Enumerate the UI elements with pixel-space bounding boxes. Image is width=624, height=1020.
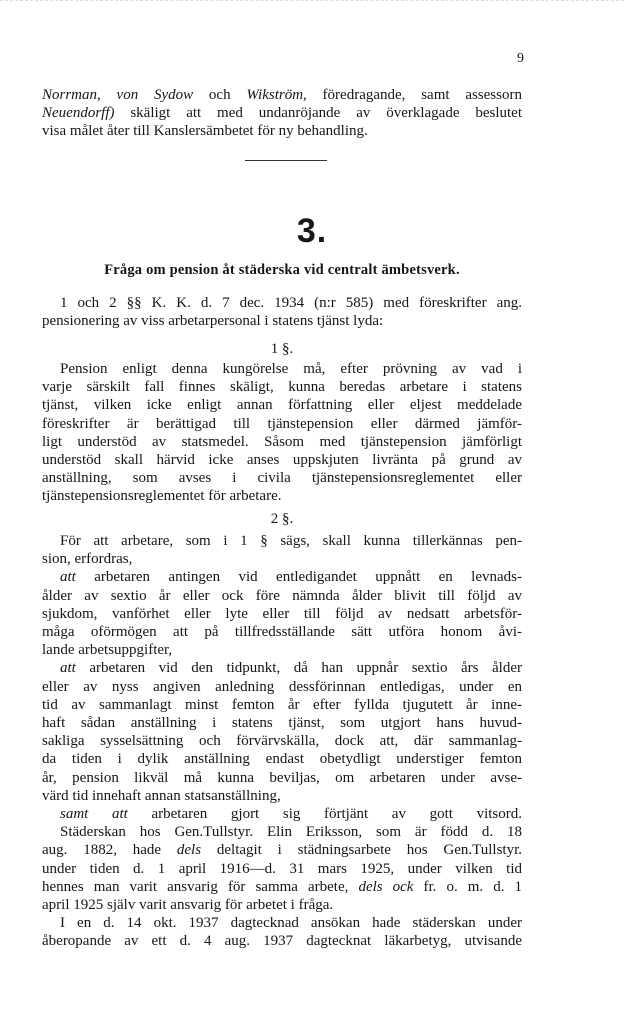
text-line — [42, 294, 522, 312]
text-segment: arbetaren gjort sig förtjänt av gott vitsord. — [127, 806, 522, 823]
text-line — [42, 878, 522, 896]
text-line — [42, 122, 522, 140]
text-segment: I en d. 14 okt. 1937 dagtecknad ansökan hade städerskan under — [60, 915, 522, 932]
text-line — [42, 750, 522, 768]
text-segment: år, pension likväl må kunna beviljas, om arbetaren under avse- — [42, 769, 522, 786]
italic-text: dels ock — [358, 878, 414, 895]
text-line — [42, 396, 522, 414]
text-line — [42, 823, 522, 841]
text-segment: ålder av sextio år eller ock före nämnda ålder blivit till följd av — [42, 587, 522, 604]
section-number: 3. — [296, 212, 328, 250]
text-line — [42, 550, 522, 568]
text-segment: understöd skall härvid icke anses uppskjuten livränta på grund av — [42, 452, 522, 469]
text-segment: tjänst, vilken icke enligt annan författning eller eljest meddelade — [42, 397, 522, 414]
italic-text: Wikström, — [246, 87, 307, 103]
text-segment: da tiden i dylik anställning endast obetydligt understiger femton — [42, 751, 522, 768]
text-segment: 1 och 2 §§ K. K. d. 7 dec. 1934 (n:r 585) med föreskrifter ang. — [60, 295, 522, 311]
text-segment: eller av nyss angiven anledning dessförinnan entledigas, under en — [42, 678, 522, 695]
text-line — [42, 732, 522, 750]
text-segment: ligt understöd av statsmedel. Såsom med tjänstepension jämförligt — [42, 433, 522, 450]
scan-top-edge — [0, 0, 624, 4]
text-line — [42, 860, 522, 878]
text-line — [42, 568, 522, 586]
text-line — [42, 769, 522, 787]
paragraph-mark-1: 1 §. — [270, 341, 294, 357]
section-divider — [245, 160, 327, 161]
text-segment: fr. o. m. d. 1 — [413, 878, 522, 895]
text-line — [42, 678, 522, 696]
text-segment: och — [193, 87, 247, 103]
text-line — [42, 659, 522, 677]
text-line — [42, 641, 522, 659]
italic-text: samt att — [60, 806, 128, 823]
text-line — [42, 86, 522, 104]
text-line — [42, 532, 522, 550]
italic-text: att — [60, 660, 76, 677]
text-line — [42, 914, 522, 932]
text-segment: åberopande av ett d. 4 aug. 1937 dagtecknat läkarbetyg, utvisande — [42, 933, 522, 950]
text-segment: sion, erfordras, — [42, 551, 133, 568]
text-segment: Pension enligt denna kungörelse må, efter prövning av vad i — [60, 361, 522, 377]
text-segment: tid av sammanlagt minst femton år efter fyllda tjugutett år inne- — [42, 696, 522, 713]
text-line — [42, 623, 522, 641]
text-segment: skäligt att med undanröjande av överklagade beslutet — [114, 105, 522, 122]
text-segment: april 1925 själv varit ansvarig för arbetet i fråga. — [42, 897, 334, 914]
text-line — [42, 787, 522, 805]
text-segment: måga oförmögen att på tillfredsställande sätt utföra honom åvi- — [42, 624, 522, 641]
text-line — [42, 415, 522, 433]
text-line — [42, 896, 522, 914]
text-line — [42, 312, 522, 330]
text-segment: föredragande, samt assessorn — [306, 87, 522, 103]
text-segment: varje särskilt fall finnes skäligt, kunna beredas arbetare i statens — [42, 379, 522, 396]
text-segment: föreskrifter är berättigad till tjänstepension eller därmed jämför- — [42, 415, 522, 432]
text-segment: visa målet åter till Kanslersämbetet för ny behandling. — [42, 123, 368, 140]
text-segment: värd tid innehaft annan statsanställning, — [42, 787, 281, 804]
text-segment: aug. 1882, hade — [42, 842, 177, 859]
text-line — [42, 104, 522, 122]
italic-text: Neuendorff) — [42, 105, 115, 122]
text-segment: deltagit i städningsarbete hos Gen.Tullstyr. — [201, 842, 522, 859]
page-number: 9 — [517, 51, 524, 66]
paragraph-mark-2: 2 §. — [270, 511, 294, 527]
text-segment: tjänstepensionsreglementet för arbetare. — [42, 488, 282, 505]
text-segment: arbetaren antingen vid entledigandet uppnått en levnads- — [75, 569, 522, 586]
text-segment: anställning, som avses i civila tjänstepensionsreglementet eller — [42, 470, 522, 487]
italic-text: att — [60, 569, 76, 586]
text-line — [42, 433, 522, 451]
text-segment: pensionering av viss arbetarpersonal i statens tjänst lyda: — [42, 313, 384, 330]
text-line — [42, 841, 522, 859]
text-line — [42, 714, 522, 732]
text-line — [42, 696, 522, 714]
text-segment: arbetaren vid den tidpunkt, då han uppnår sextio års ålder — [75, 660, 522, 677]
text-line — [42, 469, 522, 487]
text-line — [42, 360, 522, 378]
paragraph-2-text — [42, 532, 522, 951]
text-segment: För att arbetare, som i 1 § sägs, skall kunna tillerkännas pen- — [60, 533, 522, 549]
text-line — [42, 605, 522, 623]
text-segment: Städerskan hos Gen.Tullstyr. Elin Eriksson, som är född d. 18 — [60, 824, 522, 841]
text-segment: sjukdom, vanförhet eller lyte eller till följd av nedsatt arbetsför- — [42, 605, 522, 622]
text-segment: lande arbetsuppgifter, — [42, 642, 173, 659]
paragraph-1-text — [42, 360, 522, 506]
text-line — [42, 451, 522, 469]
section-heading: Fråga om pension åt städerska vid centralt ämbetsverk. — [104, 262, 460, 278]
text-segment: haft sådan anställning i statens tjänst, som utgjort hans huvud- — [42, 715, 522, 732]
italic-text: Norrman, von Sydow — [42, 87, 194, 103]
text-segment: under tiden d. 1 april 1916—d. 31 mars 1925, under vilken tid — [42, 860, 522, 877]
text-line — [42, 587, 522, 605]
text-line — [42, 805, 522, 823]
text-segment: sakliga sysselsättning och förvärvskälla, dock att, där sammanlag- — [42, 733, 522, 750]
text-segment: hennes man varit ansvarig för samma arbete, — [42, 878, 359, 895]
text-line — [42, 932, 522, 950]
text-line — [42, 487, 522, 505]
italic-text: dels — [176, 842, 202, 859]
text-line — [42, 378, 522, 396]
intro-paragraph — [42, 86, 522, 141]
statute-intro-paragraph — [42, 294, 522, 330]
